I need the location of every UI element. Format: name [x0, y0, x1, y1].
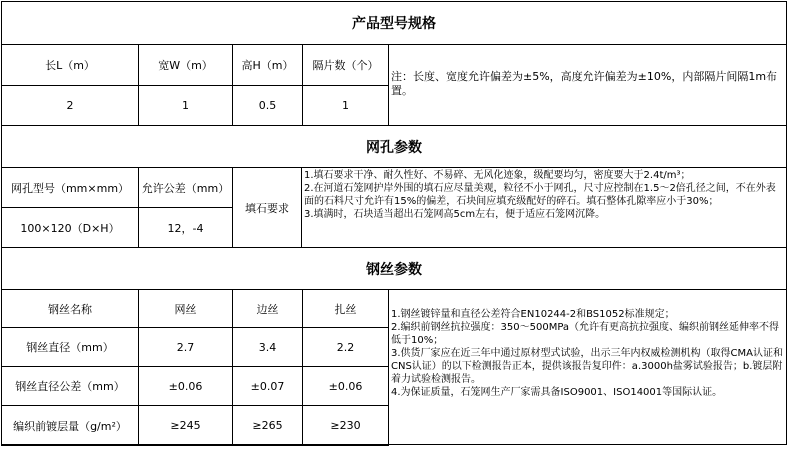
wire-header-tie: 扎丝	[303, 290, 389, 328]
wire-header-edge: 边丝	[233, 290, 303, 328]
wire-row-coating-mesh: ≥245	[139, 406, 233, 446]
wire-note-4: 4.为保证质量，石笼网生产厂家需具备ISO9001、ISO14001等国际认证。	[391, 387, 723, 398]
product-value-length: 2	[2, 86, 139, 126]
product-section-title: 产品型号规格	[2, 2, 786, 45]
wire-row-tolerance-edge: ±0.07	[233, 367, 303, 406]
product-header-width: 宽W（m）	[139, 45, 233, 86]
wire-row-coating-edge: ≥265	[233, 406, 303, 446]
wire-row-tolerance-mesh: ±0.06	[139, 367, 233, 406]
product-header-partitions: 隔片数（个）	[303, 45, 389, 86]
wire-row-diameter-label: 钢丝直径（mm）	[2, 328, 139, 367]
mesh-header-type: 网孔型号（mm×mm）	[2, 168, 139, 208]
wire-row-coating-label: 编织前镀层量（g/m²）	[2, 406, 139, 446]
wire-header-name: 钢丝名称	[2, 290, 139, 328]
product-spec-table	[1, 44, 389, 126]
product-header-height: 高H（m）	[233, 45, 303, 86]
wire-row-diameter-edge: 3.4	[233, 328, 303, 367]
wire-header-mesh: 网丝	[139, 290, 233, 328]
wire-row-coating-tie: ≥230	[303, 406, 389, 446]
product-value-height: 0.5	[233, 86, 303, 126]
wire-note-2: 2.编织前钢丝抗拉强度：350～500MPa（允许有更高抗拉强度、编织前钢丝延伸率不得低于10%；	[391, 322, 780, 346]
wire-notes	[391, 308, 785, 399]
mesh-spec-table	[1, 167, 302, 248]
wire-row-diameter-mesh: 2.7	[139, 328, 233, 367]
wire-section-title: 钢丝参数	[2, 248, 786, 290]
fill-note-2: 2.在河道石笼网护岸外围的填石应尽量美观，粒径不小于网孔，尺寸应控制在1.5～2倍孔径之间，不在外表面的石料尺寸允许有15%的偏差，石块间应填充级配好的碎石。填石整体孔隙率应小于30%；	[304, 183, 776, 207]
wire-note-3: 3.供货厂家应在近三年中通过原材型式试验，出示三年内权威检测机构（取得CMA认证和CNS认证）的以下检测报告正本，提供该报告复印件：a.3000h盐雾试验报告；b.镀层附着力试验检测报告。	[391, 348, 783, 385]
product-note: 注：长度、宽度允许偏差为±5%，高度允许偏差为±10%，内部隔片间隔1m布置。	[391, 70, 778, 97]
mesh-section-title: 网孔参数	[2, 126, 786, 168]
spec-sheet	[1, 1, 787, 445]
mesh-value-type: 100×120（D×H）	[2, 208, 139, 248]
wire-note-1: 1.钢丝镀锌量和直径公差符合EN10244-2和BS1052标准规定；	[391, 309, 675, 320]
wire-row-tolerance-tie: ±0.06	[303, 367, 389, 406]
wire-row-diameter-tie: 2.2	[303, 328, 389, 367]
wire-row-tolerance-label: 钢丝直径公差（mm）	[2, 367, 139, 406]
mesh-header-tolerance: 允许公差（mm）	[139, 168, 233, 208]
product-value-partitions: 1	[303, 86, 389, 126]
fill-requirement-notes	[304, 169, 785, 221]
fill-note-1: 1.填石要求干净、耐久性好、不易碎、无风化迹象，级配要均匀，密度要大于2.4t/m³；	[304, 170, 691, 181]
product-value-width: 1	[139, 86, 233, 126]
wire-spec-table	[1, 289, 389, 446]
fill-note-3: 3.填满时，石块适当超出石笼网高5cm左右，便于适应石笼网沉降。	[304, 209, 606, 220]
fill-requirement-label: 填石要求	[233, 168, 302, 248]
product-header-length: 长L（m）	[2, 45, 139, 86]
mesh-value-tolerance: 12，-4	[139, 208, 233, 248]
